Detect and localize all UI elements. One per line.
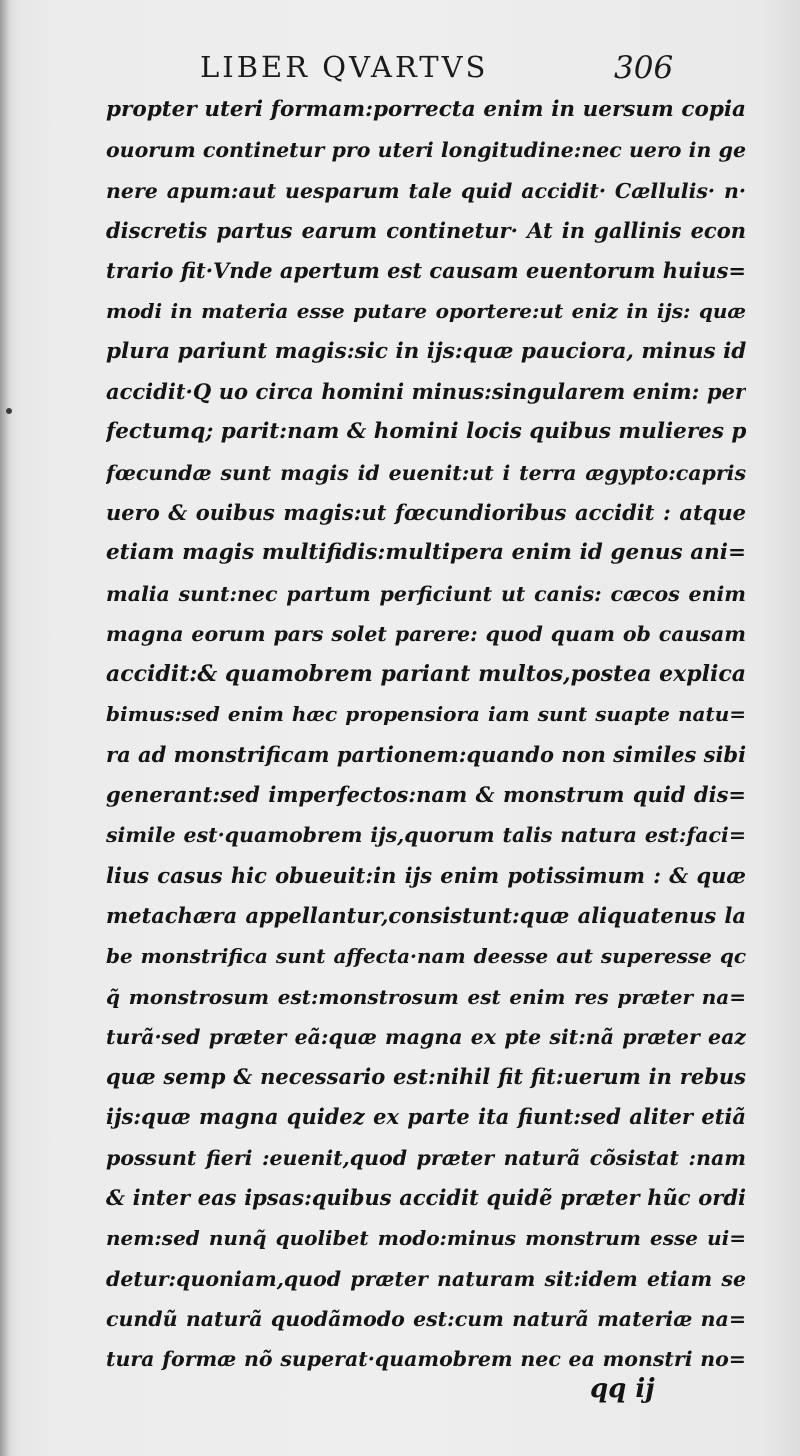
text-line: ijs:quæ magna quidez ex parte ita fiunt:sed aliter etiã	[106, 1104, 746, 1130]
text-line: be monstrifica sunt affecta·nam deesse aut superesse qc	[106, 944, 746, 969]
text-line: propter uteri formam:porrecta enim in uersum copia	[106, 97, 746, 122]
text-line: detur:quoniam,quod præter naturam sit:idem etiam se	[106, 1266, 746, 1291]
body-text	[106, 90, 746, 1380]
text-line: & inter eas ipsas:quibus accidit quidẽ præter hũc ordi	[106, 1185, 746, 1211]
text-line: generant:sed imperfectos:nam & monstrum quid dis=	[106, 782, 746, 808]
text-line: ouorum continetur pro uteri longitudine:nec uero in ge	[106, 138, 746, 163]
text-line: metachæra appellantur,consistunt:quæ aliquatenus la	[106, 902, 746, 928]
text-line: q̃ monstrosum est:monstrosum est enim res præter na=	[106, 984, 746, 1009]
text-line: malia sunt:nec partum perficiunt ut canis: cæcos enim	[106, 581, 746, 606]
text-line: fœcundæ sunt magis id euenit:ut i terra ægypto:capris	[106, 460, 746, 485]
folio-number: 306	[614, 50, 674, 86]
text-line: cundũ naturã quodãmodo est:cum naturã materiæ na=	[106, 1306, 746, 1331]
text-line: trario fit·Vnde apertum est causam euentorum huius=	[106, 258, 746, 284]
text-line: tura formæ nõ superat·quamobrem nec ea monstri no=	[106, 1347, 746, 1372]
text-line: fectumq; parit:nam & homini locis quibus mulieres p	[106, 419, 746, 445]
margin-dot	[6, 408, 12, 414]
text-line: possunt fieri :euenit,quod præter naturã cõsistat :nam	[106, 1145, 746, 1170]
text-line: simile est·quamobrem ijs,quorum talis natura est:faci=	[106, 823, 746, 848]
text-line: accidit·Q uo circa homini minus:singularem enim: per	[106, 379, 746, 405]
text-line: etiam magis multifidis:multipera enim id genus ani=	[106, 540, 746, 566]
text-line: uero & ouibus magis:ut fœcundioribus accidit : atque	[106, 499, 746, 525]
text-line: turã·sed præter eã:quæ magna ex pte sit:nã præter eaz	[106, 1024, 746, 1049]
text-line: modi in materia esse putare oportere:ut eniz in ijs: quæ	[106, 299, 746, 324]
text-line: accidit:& quamobrem pariant multos,postea explica	[106, 661, 746, 688]
text-line: quæ semp & necessario est:nihil fit fit:uerum in rebus	[106, 1064, 746, 1090]
text-line: bimus:sed enim hæc propensiora iam sunt suapte natu=	[106, 702, 746, 727]
text-line: ra ad monstrificam partionem:quando non similes sibi	[106, 741, 746, 767]
page-header	[0, 50, 800, 90]
text-line: nere apum:aut uesparum tale quid accidit· Cællulis· n·	[106, 178, 746, 203]
text-line: lius casus hic obueuit:in ijs enim potissimum : & quæ	[106, 862, 746, 888]
running-head: LIBER QVARTVS	[200, 50, 489, 84]
text-line: magna eorum pars solet parere: quod quam ob causam	[106, 621, 746, 646]
text-line: plura pariunt magis:sic in ijs:quæ pauciora, minus id	[106, 338, 746, 364]
text-line: nem:sed nunq̃ quolibet modo:minus monstrum esse ui=	[106, 1226, 746, 1251]
signature-mark: qq ij	[590, 1374, 655, 1404]
text-line: discretis partus earum continetur· At in gallinis econ	[106, 217, 746, 243]
